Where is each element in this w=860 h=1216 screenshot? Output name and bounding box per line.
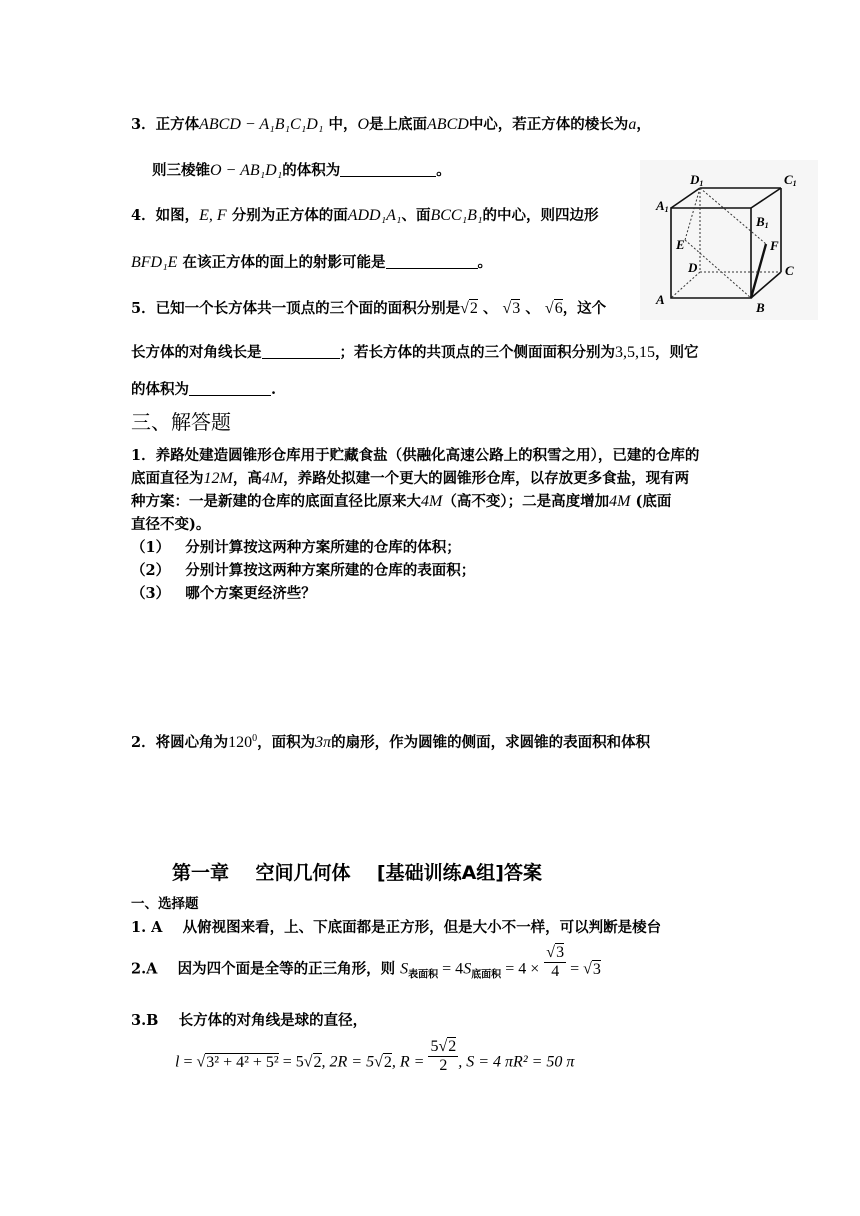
- label-d1: D1: [690, 172, 704, 188]
- q5-line1: 5．已知一个长方体共一顶点的三个面的面积分别是√2 、 √3 、 √6，这个: [131, 300, 607, 317]
- subquestion: （2） 分别计算按这两种方案所建的仓库的表面积；: [131, 562, 476, 579]
- q4-line1: 4．如图，E, F 分别为正方体的面ADD₁A₁、面BCC₁B₁的中心，则四边形: [131, 207, 599, 224]
- q3-line2: 则三棱锥O − AB₁D₁的体积为 。: [152, 162, 451, 179]
- fraction: $\frac{√3}{4}$: [546, 944, 565, 980]
- answer-blank: [340, 162, 436, 177]
- answer-2: 2.A 因为四个面是全等的正三角形，则 $S_{表面积} = 4S_{底面积} = 4$ × $\frac{√3}{4}$ = √3: [131, 944, 601, 981]
- section-title: 三、解答题: [131, 410, 231, 434]
- label-c: C: [785, 263, 794, 278]
- q5-line3: 的体积为 .: [131, 381, 277, 398]
- problem-1: 1．养路处建造圆锥形仓库用于贮藏食盐（供融化高速公路上的积雪之用），已建的仓库的 底面直径为12M，高4M，养路处拟建一个更大的圆锥形仓库，以存放更多食盐，现有两 种方案：一是新建的仓库的底面直径比原来大4M（高不变）；二是高度增加4M (底面 直径不变)。 （1） 分别计算按这两种方案所建的仓库的体积； （2） 分别计算按这两种方案所建的仓库的表面积； （3） 哪个方案更经济些？: [131, 444, 749, 605]
- cube-figure: [640, 160, 818, 320]
- chapter-title: 第一章 空间几何体 [基础训练A组]答案: [172, 862, 542, 884]
- problem-2: 2．将圆心角为$120^0$，面积为3π的扇形，作为圆锥的侧面，求圆锥的表面积和体积: [131, 733, 651, 751]
- subquestion: （3） 哪个方案更经济些？: [131, 585, 316, 602]
- label-b1: B1: [756, 214, 769, 230]
- subquestion: （1） 分别计算按这两种方案所建的仓库的体积；: [131, 539, 461, 556]
- q3-line1: 3．正方体ABCD − A₁B₁C₁D₁ 中，O是上底面ABCD中心，若正方体的棱长为a，: [131, 116, 651, 133]
- answer-3-formula: l = √3² + 4² + 5² = 5√2, 2R = 5√2, R = $\frac{5√2}{2}$ , S = 4 πR² = 50 π: [175, 1038, 575, 1074]
- answer-3: 3.B 长方体的对角线是球的直径，: [131, 1012, 368, 1029]
- q5-line2: 长方体的对角线长是 ；若长方体的共顶点的三个侧面面积分别为3,5,15，则它: [131, 344, 699, 361]
- label-a1: A1: [656, 198, 669, 214]
- label-e: E: [676, 237, 685, 252]
- label-f: F: [770, 238, 779, 253]
- cube-name: ABCD − A₁B₁C₁D₁: [199, 116, 324, 133]
- label-b: B: [756, 300, 765, 315]
- label-d: D: [688, 260, 698, 275]
- answer-1: 1. A 从俯视图来看，上、下底面都是正方形，但是大小不一样，可以判断是棱台: [131, 919, 662, 936]
- q4-line2: BFD₁E 在该正方体的面上的射影可能是 。: [131, 254, 492, 271]
- answer-blank: [386, 254, 478, 269]
- answer-blank: [189, 381, 271, 396]
- answer-blank: [262, 344, 340, 359]
- label-a: A: [656, 292, 665, 307]
- fraction: $\frac{5√2}{2}$: [430, 1038, 457, 1074]
- answers-section-1: 一、选择题: [131, 896, 199, 912]
- q3-number: 3．: [131, 116, 156, 133]
- label-c1: C1: [784, 172, 797, 188]
